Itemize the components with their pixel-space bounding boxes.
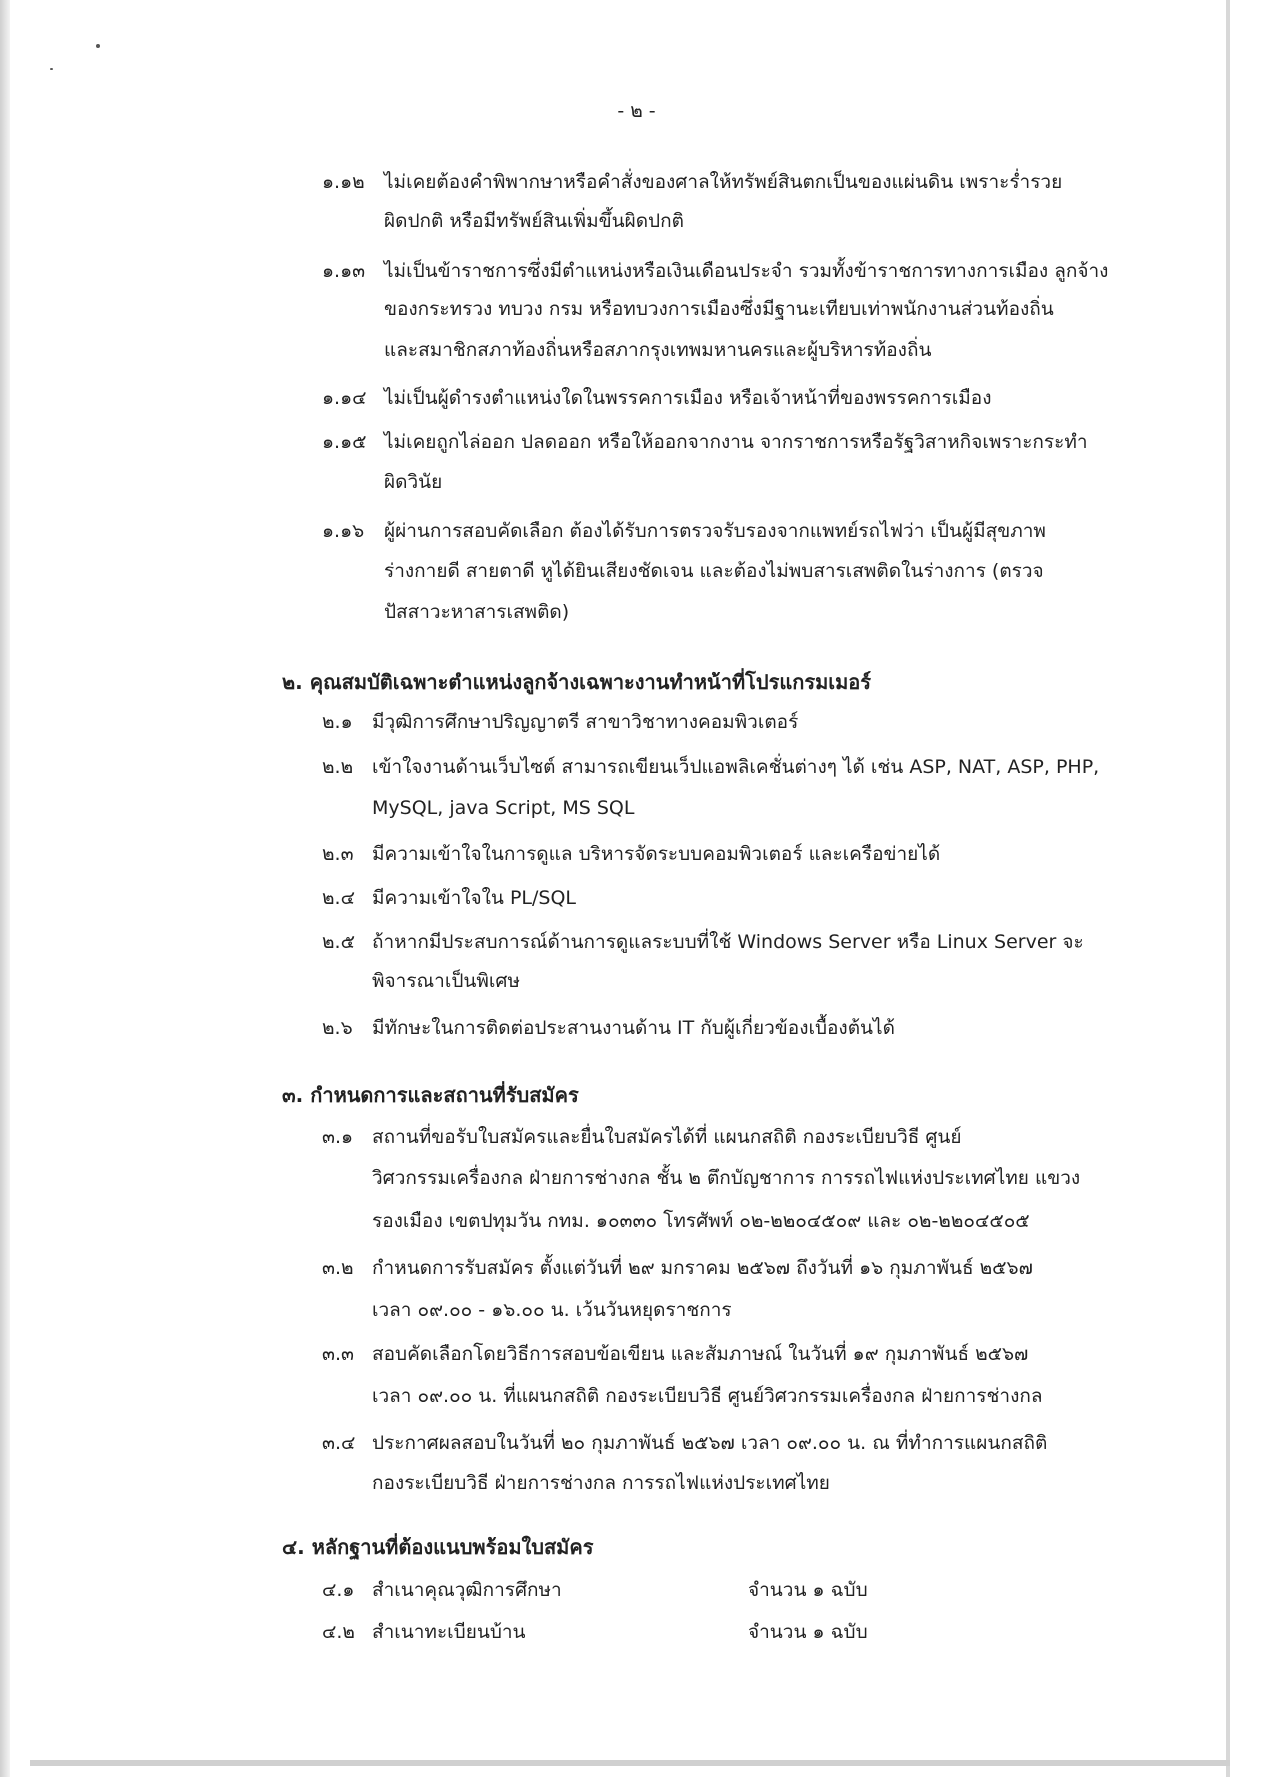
item-text: มีทักษะในการติดต่อประสานงานด้าน IT กับผู้เกี่ยวข้องเบื้องต้นได้: [372, 1017, 895, 1039]
item-text: มีความเข้าใจในการดูแล บริหารจัดระบบคอมพิวเตอร์ และเครือข่ายได้: [372, 843, 941, 865]
item-1-13-line-3: และสมาชิกสภาท้องถิ่นหรือสภากรุงเทพมหานครและผู้บริหารท้องถิ่น: [384, 339, 932, 361]
scan-speck: [50, 68, 53, 70]
item-1-15-line-2: ผิดวินัย: [384, 471, 443, 493]
item-1-14-line-1: [322, 383, 992, 413]
item-number: ๒.๒: [322, 756, 354, 778]
scan-edge-right: [1226, 0, 1230, 1777]
item-number: ๒.๕: [322, 931, 355, 953]
item-1-15-line-1: [322, 427, 1088, 457]
item-number: ๔.๑: [322, 1579, 355, 1601]
item-3-1-line-1: [322, 1122, 962, 1152]
item-text: กำหนดการรับสมัคร ตั้งแต่วันที่ ๒๙ มกราคม ๒๕๖๗ ถึงวันที่ ๑๖ กุมภาพันธ์ ๒๕๖๗: [372, 1257, 1033, 1279]
item-text: ถ้าหากมีประสบการณ์ด้านการดูแลระบบที่ใช้ Windows Server หรือ Linux Server จะ: [372, 931, 1084, 953]
scan-speck: [96, 44, 100, 48]
item-number: ๓.๓: [322, 1343, 355, 1365]
item-1-12-line-1: [322, 167, 1062, 197]
item-text: ผู้ผ่านการสอบคัดเลือก ต้องได้รับการตรวจรับรองจากแพทย์รถไฟว่า เป็นผู้มีสุขภาพ: [384, 520, 1046, 542]
item-3-1-line-3: รองเมือง เขตปทุมวัน กทม. ๑๐๓๓๐ โทรศัพท์ ๐๒-๒๒๐๔๕๐๙ และ ๐๒-๒๒๐๔๕๐๕: [372, 1210, 1030, 1232]
item-text: ไม่เคยต้องคำพิพากษาหรือคำสั่งของศาลให้ทรัพย์สินตกเป็นของแผ่นดิน เพราะร่ำรวย: [384, 171, 1063, 193]
item-text: ไม่เป็นผู้ดำรงตำแหน่งใดในพรรคการเมือง หรือเจ้าหน้าที่ของพรรคการเมือง: [384, 387, 992, 409]
item-text: สอบคัดเลือกโดยวิธีการสอบข้อเขียน และสัมภาษณ์ ในวันที่ ๑๙ กุมภาพันธ์ ๒๕๖๗: [372, 1343, 1029, 1365]
item-3-3-line-2: เวลา ๐๙.๐๐ น. ที่แผนกสถิติ กองระเบียบวิธี ศูนย์วิศวกรรมเครื่องกล ฝ่ายการช่างกล: [372, 1385, 1043, 1407]
item-number: ๒.๔: [322, 887, 355, 909]
section-2-heading: ๒. คุณสมบัติเฉพาะตำแหน่งลูกจ้างเฉพาะงานทำหน้าที่โปรแกรมเมอร์: [282, 670, 872, 694]
item-number: ๒.๓: [322, 843, 354, 865]
item-text: สถานที่ขอรับใบสมัครและยื่นใบสมัครได้ที่ แผนกสถิติ กองระเบียบวิธี ศูนย์: [372, 1126, 962, 1148]
item-text: สำเนาทะเบียนบ้าน: [372, 1621, 526, 1643]
item-2-5-line-1: [322, 927, 1084, 957]
item-2-2-line-1: [322, 752, 1099, 782]
item-1-16-line-3: ปัสสาวะหาสารเสพติด): [384, 601, 570, 623]
item-1-13-line-2: ของกระทรวง ทบวง กรม หรือทบวงการเมืองซึ่งมีฐานะเทียบเท่าพนักงานส่วนท้องถิ่น: [384, 298, 1054, 320]
item-number: ๓.๔: [322, 1432, 356, 1454]
item-3-3-line-1: [322, 1339, 1028, 1369]
item-2-2-line-2: MySQL, java Script, MS SQL: [372, 797, 635, 819]
item-number: ๓.๒: [322, 1257, 354, 1279]
item-2-1: [322, 707, 798, 737]
item-2-5-line-2: พิจารณาเป็นพิเศษ: [372, 970, 520, 992]
item-text: มีวุฒิการศึกษาปริญญาตรี สาขาวิชาทางคอมพิวเตอร์: [372, 711, 799, 733]
item-3-2-line-2: เวลา ๐๙.๐๐ - ๑๖.๐๐ น. เว้นวันหยุดราชการ: [372, 1299, 732, 1321]
item-number: ๑.๑๓: [322, 260, 366, 282]
item-number: ๑.๑๖: [322, 520, 365, 542]
scan-edge-left: [0, 0, 10, 1777]
item-text: สำเนาคุณวุฒิการศึกษา: [372, 1579, 562, 1601]
section-4-heading: ๔. หลักฐานที่ต้องแนบพร้อมใบสมัคร: [282, 1535, 594, 1559]
section-3-heading: ๓. กำหนดการและสถานที่รับสมัคร: [282, 1083, 579, 1107]
item-number: ๑.๑๕: [322, 431, 367, 453]
item-number: ๒.๖: [322, 1017, 353, 1039]
item-text: ไม่เคยถูกไล่ออก ปลดออก หรือให้ออกจากงาน จากราชการหรือรัฐวิสาหกิจเพราะกระทำ: [384, 431, 1088, 453]
item-number: ๔.๒: [322, 1621, 355, 1643]
item-1-16-line-2: ร่างกายดี สายตาดี หูได้ยินเสียงชัดเจน และต้องไม่พบสารเสพติดในร่างการ (ตรวจ: [384, 560, 1044, 582]
item-2-4: [322, 883, 576, 913]
item-4-1: [322, 1575, 562, 1605]
item-text: ไม่เป็นข้าราชการซึ่งมีตำแหน่งหรือเงินเดือนประจำ รวมทั้งข้าราชการทางการเมือง ลูกจ้าง: [384, 260, 1109, 282]
item-text: ประกาศผลสอบในวันที่ ๒๐ กุมภาพันธ์ ๒๕๖๗ เวลา ๐๙.๐๐ น. ณ ที่ทำการแผนกสถิติ: [372, 1432, 1048, 1454]
item-3-4-line-1: [322, 1428, 1047, 1458]
item-4-1-copies: จำนวน ๑ ฉบับ: [748, 1579, 868, 1601]
item-3-1-line-2: วิศวกรรมเครื่องกล ฝ่ายการช่างกล ชั้น ๒ ตึกบัญชาการ การรถไฟแห่งประเทศไทย แขวง: [372, 1167, 1081, 1189]
scan-edge-bottom: [30, 1760, 1230, 1766]
item-3-2-line-1: [322, 1253, 1033, 1283]
item-1-13-line-1: [322, 256, 1108, 286]
item-3-4-line-2: กองระเบียบวิธี ฝ่ายการช่างกล การรถไฟแห่งประเทศไทย: [372, 1472, 830, 1494]
item-4-2: [322, 1617, 526, 1647]
item-1-12-line-2: ผิดปกติ หรือมีทรัพย์สินเพิ่มขึ้นผิดปกติ: [384, 210, 684, 232]
item-2-3: [322, 839, 940, 869]
item-number: ๒.๑: [322, 711, 353, 733]
item-text: เข้าใจงานด้านเว็บไซต์ สามารถเขียนเว็ปแอพลิเคชั่นต่างๆ ได้ เช่น ASP, NAT, ASP, PHP,: [372, 756, 1100, 778]
item-text: มีความเข้าใจใน PL/SQL: [372, 887, 577, 909]
item-number: ๑.๑๒: [322, 171, 365, 193]
item-4-2-copies: จำนวน ๑ ฉบับ: [748, 1621, 868, 1643]
item-1-16-line-1: [322, 516, 1046, 546]
item-2-6: [322, 1013, 895, 1043]
item-number: ๓.๑: [322, 1126, 354, 1148]
page-number: - ๒ -: [617, 100, 656, 122]
item-number: ๑.๑๔: [322, 387, 367, 409]
